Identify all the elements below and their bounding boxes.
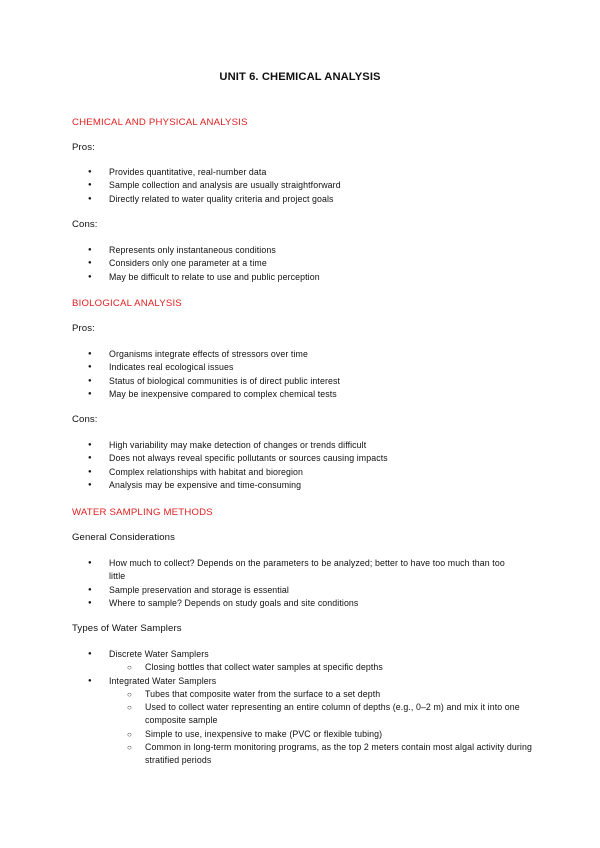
page-title: UNIT 6. CHEMICAL ANALYSIS <box>219 71 381 83</box>
types-of-samplers-label: Types of Water Samplers <box>72 623 182 634</box>
list-item: ● Indicates real ecological issues <box>72 361 532 374</box>
list-item: ● Status of biological communities is of direct public interest <box>72 375 532 388</box>
list-item: ● Considers only one parameter at a time <box>72 257 532 270</box>
list-item: ● May be difficult to relate to use and public perception <box>72 271 532 284</box>
general-considerations-label: General Considerations <box>72 532 175 543</box>
sub-list-item: ○ Simple to use, inexpensive to make (PVC or flexible tubing) <box>72 728 532 741</box>
list-item: ● Does not always reveal specific pollutants or sources causing impacts <box>72 452 532 465</box>
bio-cons-list <box>72 439 532 492</box>
section-heading-biological: BIOLOGICAL ANALYSIS <box>72 298 182 309</box>
list-item: ● Sample preservation and storage is essential <box>72 584 532 597</box>
section-heading-water-sampling: WATER SAMPLING METHODS <box>72 507 213 518</box>
list-item: ● Complex relationships with habitat and bioregion <box>72 466 532 479</box>
chem-pros-label: Pros: <box>72 142 95 153</box>
general-considerations-list <box>72 557 532 610</box>
list-item: ● Analysis may be expensive and time-consuming <box>72 479 532 492</box>
chem-cons-list <box>72 244 532 284</box>
list-item: ● Sample collection and analysis are usually straightforward <box>72 179 532 192</box>
list-item: ● How much to collect? Depends on the parameters to be analyzed; better to have too much than too little <box>72 557 532 584</box>
list-item: ● Integrated Water Samplers <box>72 675 532 688</box>
sub-list-item: ○ Closing bottles that collect water samples at specific depths <box>72 661 532 674</box>
sub-list-item: ○ Used to collect water representing an entire column of depths (e.g., 0–2 m) and mix it into one composite sample <box>72 701 532 728</box>
sub-list-item: ○ Tubes that composite water from the surface to a set depth <box>72 688 532 701</box>
list-item: ● Where to sample? Depends on study goals and site conditions <box>72 597 532 610</box>
list-item: ● Represents only instantaneous conditions <box>72 244 532 257</box>
list-item: ● High variability may make detection of changes or trends difficult <box>72 439 532 452</box>
chem-cons-label: Cons: <box>72 219 98 230</box>
list-item: ● Directly related to water quality criteria and project goals <box>72 193 532 206</box>
sub-list-item: ○ Common in long-term monitoring programs, as the top 2 meters contain most algal activity during stratified periods <box>72 741 532 768</box>
bio-pros-list <box>72 348 532 401</box>
list-item: ● Provides quantitative, real-number data <box>72 166 532 179</box>
list-item: ● Organisms integrate effects of stressors over time <box>72 348 532 361</box>
list-item: ● May be inexpensive compared to complex chemical tests <box>72 388 532 401</box>
chem-pros-list <box>72 166 532 206</box>
bio-pros-label: Pros: <box>72 323 95 334</box>
section-heading-chemical: CHEMICAL AND PHYSICAL ANALYSIS <box>72 117 248 128</box>
bio-cons-label: Cons: <box>72 414 98 425</box>
samplers-list <box>72 648 532 768</box>
list-item: ● Discrete Water Samplers <box>72 648 532 661</box>
